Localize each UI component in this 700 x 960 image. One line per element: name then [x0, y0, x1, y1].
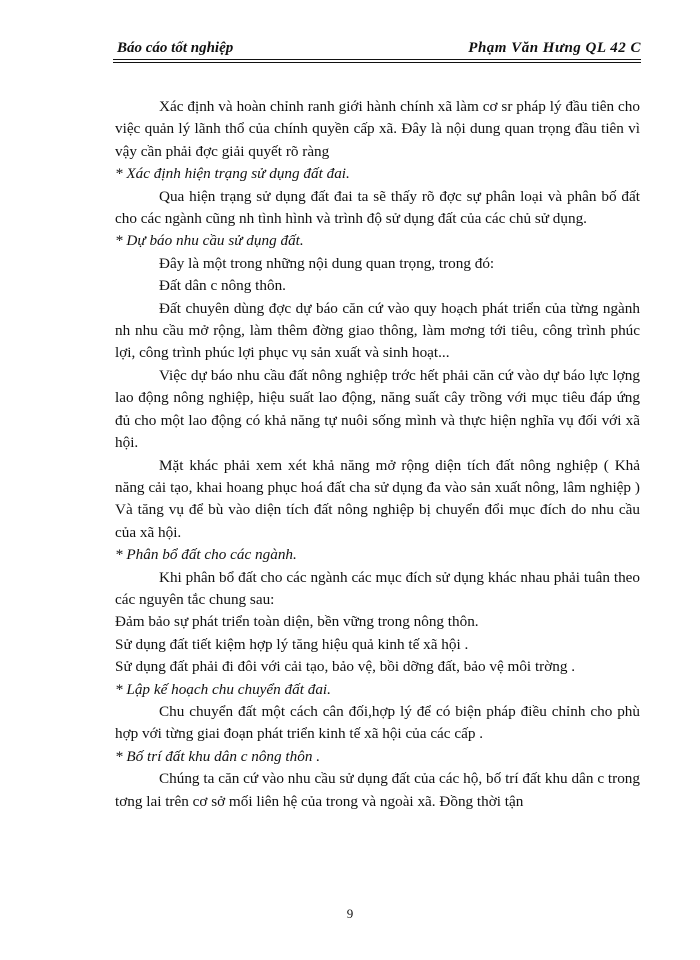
page-number: 9 — [346, 906, 354, 921]
page-header — [113, 36, 641, 60]
section-heading: * Bố trí đất khu dân c nông thôn . — [115, 747, 321, 765]
body-text — [115, 96, 640, 813]
section-heading: * Lập kế hoạch chu chuyển đất đai. — [115, 680, 331, 698]
paragraph: Đất chuyên dùng đợc dự báo căn cứ vào quy hoạch phát triển của từng ngành nh nhu cầu mở rộng, làm thêm đờng giao thông, làm mơng tới tiêu, công trình phúc lợi, công trình phúc lợi phục vụ sản xuất và sinh hoạt... — [115, 299, 640, 362]
header-rule — [113, 59, 641, 60]
paragraph: Chu chuyển đất một cách cân đối,hợp lý để có biện pháp điều chỉnh cho phù hợp với từng giai đoạn phát triển kinh tế xã hội của các cấp . — [115, 702, 640, 743]
paragraph: Việc dự báo nhu cầu đất nông nghiệp trớc hết phải căn cứ vào dự báo lực lợng lao động nông nghiệp, hiệu suất lao động, năng suất cây trồng với mục tiêu đáp ứng đủ cho một lao động có khả năng tự nuôi sống mình và thực hiện nghĩa vụ đối với xã hội. — [115, 366, 640, 452]
paragraph: Đất dân c nông thôn. — [159, 277, 286, 295]
paragraph: Khi phân bổ đất cho các ngành các mục đích sử dụng khác nhau phải tuân theo các nguyên tắc chung sau: — [115, 568, 640, 608]
header-rule-thin — [113, 62, 641, 63]
paragraph: Đây là một trong những nội dung quan trọng, trong đó: — [159, 254, 495, 272]
paragraph: Xác định và hoàn chỉnh ranh giới hành chính xã làm cơ sr pháp lý đầu tiên cho việc quản lý lãnh thổ của chính quyền cấp xã. Đây là nội dung quan trọng đầu tiên vì vậy cần phải đợc giải quyết rõ ràng — [115, 98, 640, 160]
section-heading: * Xác định hiện trạng sử dụng đất đai. — [115, 165, 350, 183]
list-item: Sử dụng đất tiết kiệm hợp lý tăng hiệu quả kinh tế xã hội . — [115, 635, 469, 653]
header-title: Báo cáo tốt nghiệp — [117, 40, 234, 56]
list-item: Sử dụng đất phải đi đôi với cải tạo, bảo vệ, bồi dỡng đất, bảo vệ môi trờng . — [115, 658, 576, 676]
section-heading: * Dự báo nhu cầu sử dụng đất. — [115, 232, 304, 250]
paragraph: Mặt khác phải xem xét khả năng mở rộng diện tích đất nông nghiệp ( Khả năng cải tạo, khai hoang phục hoá đất cha sử dụng đa vào sản xuất nông, lâm nghiệp ) Và tăng vụ để bù vào diện tích đất nông nghiệp bị chuyển đổi mục đích do nhu cầu của xã hội. — [115, 456, 640, 541]
section-heading: * Phân bổ đất cho các ngành. — [115, 546, 297, 564]
paragraph: Chúng ta căn cứ vào nhu cầu sử dụng đất của các hộ, bố trí đất khu dân c trong tơng lai trên cơ sở mối liên hệ của trong và ngoài xã. Đồng thời tận — [115, 770, 640, 810]
list-item: Đảm bảo sự phát triển toàn diện, bền vững trong nông thôn. — [115, 613, 479, 631]
paragraph: Qua hiện trạng sử dụng đất đai ta sẽ thấy rõ đợc sự phân loại và phân bố đất cho các ngành cũng nh tình hình và trình độ sử dụng đất của các chủ sử dụng. — [115, 187, 640, 228]
header-author: Phạm Văn Hưng QL 42 C — [468, 40, 641, 56]
